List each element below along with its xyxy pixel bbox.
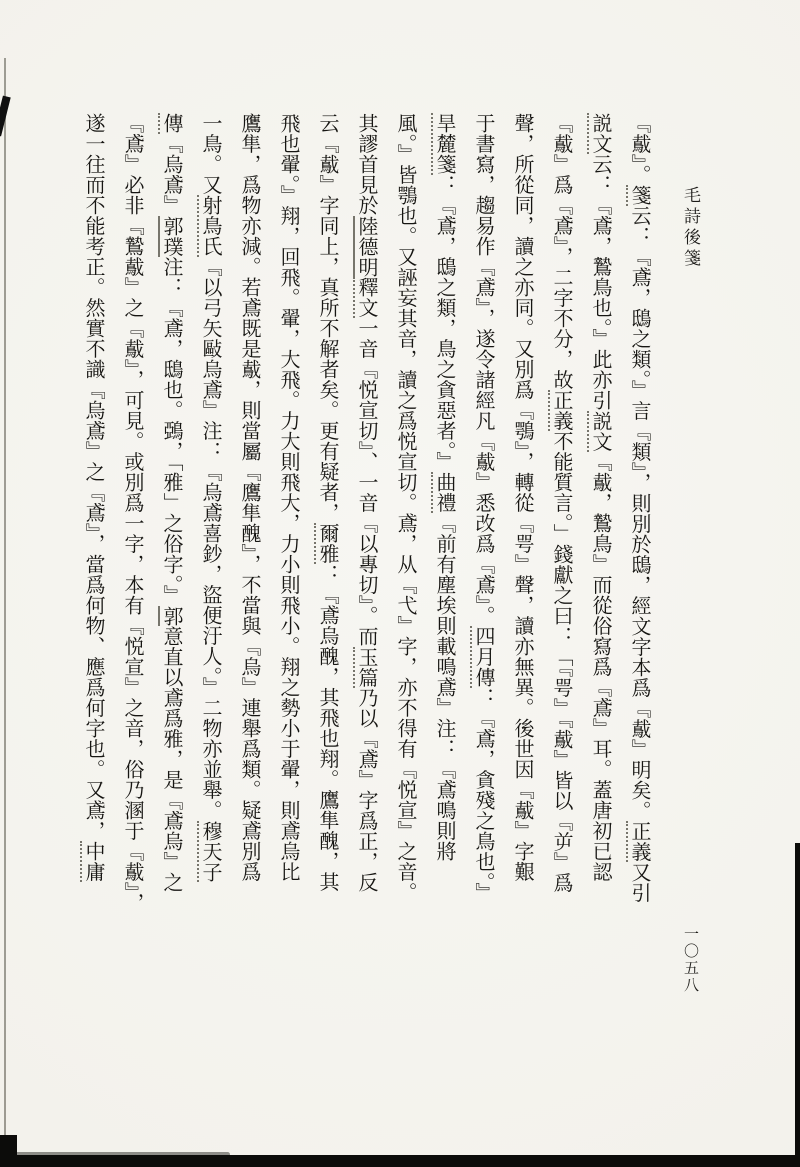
text-column	[190, 113, 229, 1055]
text-run: 遂一往而不能考正。然實不識『烏鳶』之『鳶』，當爲何物、應爲何字也。又鳶，	[82, 113, 104, 841]
emphasis-book-run: 玉篇	[355, 646, 377, 688]
text-run: 『䳒，鷙鳥』而從俗寫爲『鳶』耳。蓋唐初已認	[589, 451, 611, 882]
text-run: 鷹隼，爲物亦減。若鳶既是䳒，則當屬『鷹隼醜』，不當與『烏』連舉爲類。疑鳶別爲	[238, 113, 260, 882]
text-run: 『䳒』爲『鳶』，二字不分，故	[550, 113, 572, 390]
scan-corner-bottom-left	[0, 1135, 17, 1159]
text-run: 意直以鳶爲雅，是『鳶烏』之	[160, 626, 182, 893]
text-run: 飛也翬。』翔，回飛。翬，大飛。力大則飛大，力小則飛小。翔之勢小于翬，則鳶烏比	[277, 113, 299, 882]
text-column	[229, 113, 268, 1055]
emphasis-name-run: 郭	[160, 605, 182, 626]
page-number: 一〇五八	[682, 926, 698, 994]
text-run: 一鳥。又	[199, 113, 221, 195]
text-column	[151, 113, 190, 1055]
emphasis-book-run: 穆天子	[199, 820, 221, 882]
text-run: 又引	[628, 862, 650, 903]
text-column	[541, 113, 580, 1055]
text-column	[73, 113, 112, 1055]
text-run: 云『䳒』字同上，真所不解者矣。更有疑者，	[316, 113, 338, 523]
emphasis-name-run: 郭璞	[160, 215, 182, 257]
text-column	[619, 113, 658, 1055]
emphasis-book-run: 傳	[160, 113, 182, 134]
text-run: 『鳶』必非『鷙䳒』之『䳒』，可見。或別爲一字，本有『悦宣』之音，俗乃溷于『䳒』，	[121, 113, 143, 913]
emphasis-book-run: 曲禮	[433, 472, 455, 513]
text-run: 『烏鳶』	[160, 133, 182, 216]
text-run: ：『鳶烏醜，其飛也翔。鷹隼醜，其	[316, 564, 338, 892]
text-column	[580, 113, 619, 1055]
emphasis-book-run: 説文	[589, 410, 611, 452]
text-run: 其謬首見於	[355, 113, 377, 216]
text-column	[385, 113, 424, 1055]
scan-edge-bottom	[0, 1155, 800, 1167]
text-run: 一音『悦宣切』、一音『以專切』。而	[355, 318, 377, 647]
emphasis-book-run: 正義	[628, 821, 650, 862]
margin-title: 毛詩後箋	[681, 186, 700, 270]
emphasis-book-run: 箋	[628, 185, 650, 206]
emphasis-book-run: 説文	[589, 113, 611, 154]
emphasis-book-run: 四月傳	[472, 626, 494, 688]
text-run: 風。』皆鶚也。又誣妄其音，讀之爲悦宣切。鳶，从『弋』字，亦不得有『悦宣』之音。	[394, 113, 416, 903]
text-run: 云：『鳶，鴟之類。』言『類』，則別於鴟，經文字本爲『䳒』明矣。	[628, 205, 650, 821]
text-run: 不能質言。」錢獻之曰：「『咢』『䳒』皆以『屰』爲	[550, 431, 572, 893]
emphasis-book-run: 釋文	[355, 277, 377, 318]
text-run: 云：『鳶，鷙鳥也。』此亦引	[589, 154, 611, 411]
text-run: 聲，所從同，讀之亦同。又別爲『鶚』，轉從『咢』聲，讀亦無異。後世因『䳒』字艱	[511, 113, 533, 882]
text-run: ：『鳶，鴟之類，鳥之貪惡者。』	[433, 174, 455, 472]
text-column	[463, 113, 502, 1055]
text-run: 注：『鳶，鴟也。鵶，「雅」之俗字。』	[160, 256, 182, 606]
text-block	[73, 113, 658, 1055]
text-column	[268, 113, 307, 1055]
emphasis-book-run: 旱麓箋	[433, 113, 455, 175]
scan-edge-left-line	[4, 58, 6, 1167]
text-column	[112, 113, 151, 1055]
text-run: 乃以『鳶』字爲正，反	[355, 687, 377, 893]
emphasis-book-run: 中庸	[82, 841, 104, 882]
text-run: 『以弓矢敺烏鳶』注：『烏鳶喜鈔，盜便汙人。』二物亦並舉。	[199, 256, 221, 821]
text-column	[424, 113, 463, 1055]
emphasis-book-run: 爾雅	[316, 523, 338, 564]
text-run: 于書寫，趨易作『鳶』，遂令諸經凡『䳒』悉改爲『鳶』。	[472, 113, 494, 626]
text-run: 『前有塵埃則載鳴鳶』注：『鳶鳴則將	[433, 513, 455, 862]
text-column	[346, 113, 385, 1055]
text-run: 『䳒』。	[628, 113, 650, 185]
emphasis-book-run: 正義	[550, 390, 572, 431]
emphasis-name-run: 陸德明	[355, 215, 377, 277]
emphasis-book-run: 射鳥氏	[199, 195, 221, 257]
text-run: ：『鳶，貪殘之鳥也。』	[472, 687, 494, 903]
text-column	[307, 113, 346, 1055]
scan-edge-right	[795, 843, 800, 1167]
text-column	[502, 113, 541, 1055]
